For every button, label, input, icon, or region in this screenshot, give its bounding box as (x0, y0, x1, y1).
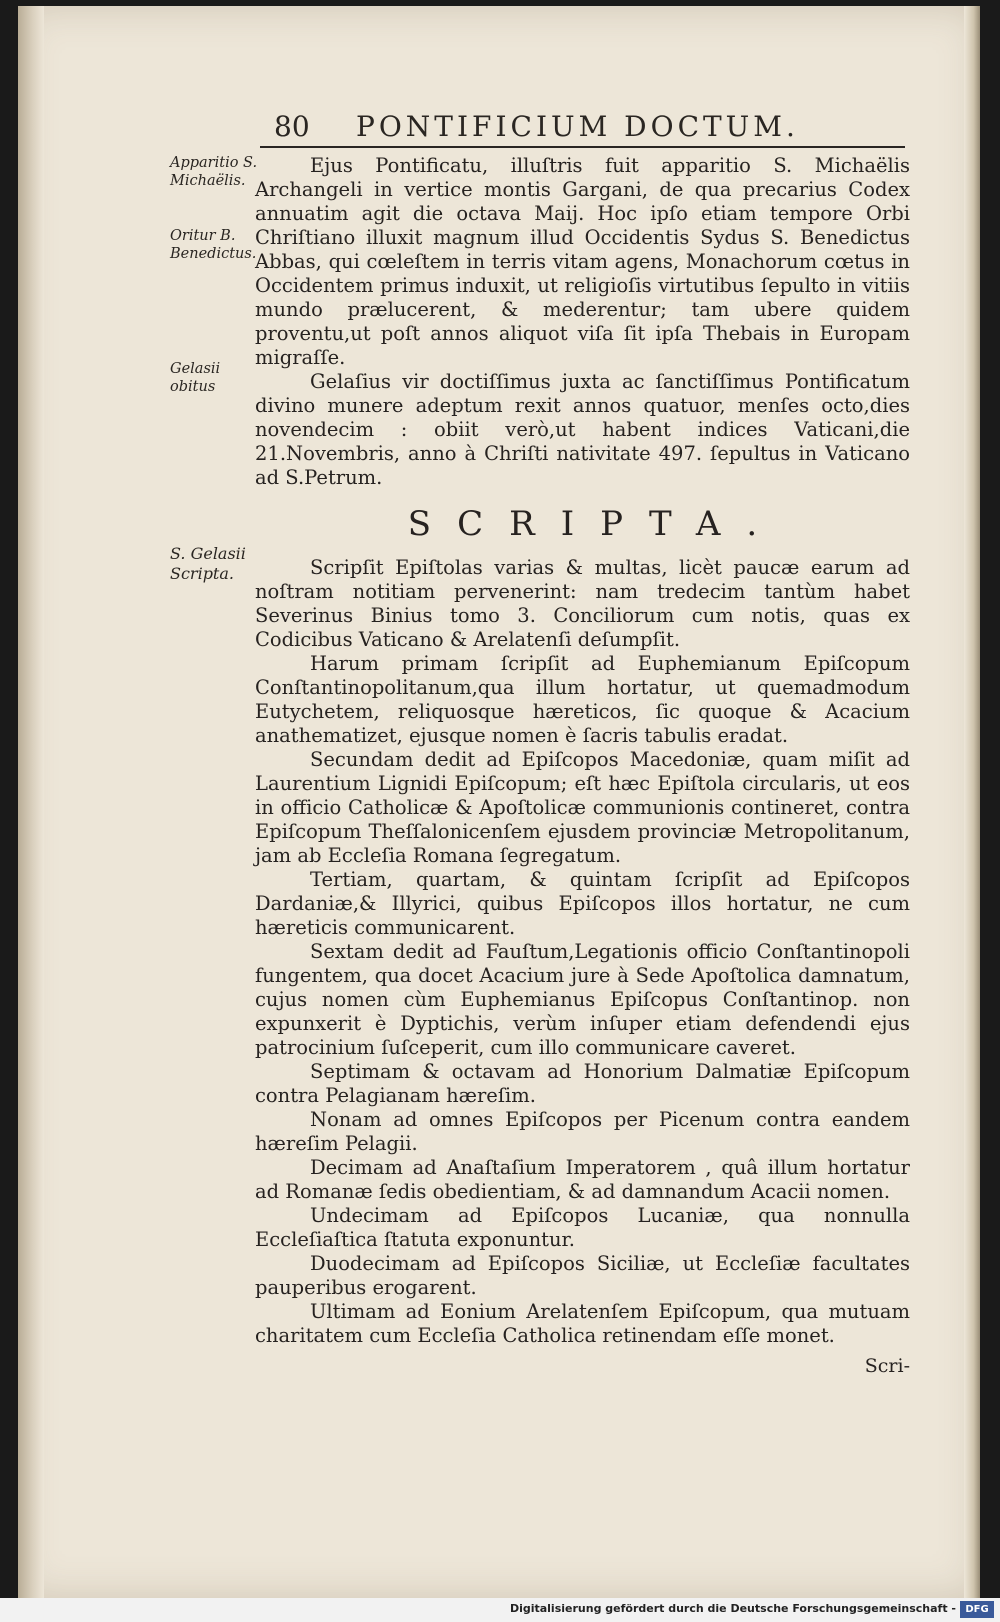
page-number: 80 (274, 110, 310, 143)
marginal-note: S. Gelasii Scripta. (170, 544, 246, 583)
marginal-note: Gelasii obitus (170, 361, 221, 395)
paragraph: Septimam & octavam ad Honorium Dalmatiæ Epiſcopum contra Pelagianam hæreſim. (255, 1060, 910, 1107)
paragraph: Gelaſius vir doctiſſimus juxta ac ſanctiſſimus Pontificatum divino munere adeptum rexit annos quatuor, menſes octo,dies novendecim : obiit verò,ut habent indices Vaticani,die 21.Novembris, anno à Chriſti nativitate 497. ſepultus in Vaticano ad S.Petrum. (255, 370, 910, 489)
paragraph: Ejus Pontificatu, illuſtris fuit apparitio S. Michaëlis Archangeli in vertice montis Gargani, de qua precarius Codex annuatim agit die octava Maij. Hoc ipſo etiam tempore Orbi Chriſtiano illuxit magnum illud Occidentis Sydus S. Benedictus Abbas, qui cœleſtem in terris vitam agens, Monachorum cœtus in Occidentem primus induxit, ut religioſis virtutibus ſepulto in vitiis mundo prælucerent, & mederentur; tam ubere quidem proventu,ut poſt annos aliquot viſa ſit ipſa Thebais in Europam migraſſe. (255, 154, 910, 369)
funding-credit: Digitalisierung gefördert durch die Deutsche Forschungsgemeinschaft - (509, 1602, 956, 1615)
paragraph: Nonam ad omnes Epiſcopos per Picenum contra eandem hæreſim Pelagii. (255, 1108, 910, 1155)
paragraph: Harum primam ſcripſit ad Euphemianum Epiſcopum Conſtantinopolitanum,qua illum hortatur, ut quemadmodum Eutychetem, reliquosque hæreticos, ſic quoque & Acacium anathematizet, ejusque nomen è ſacris tabulis eradat. (255, 652, 910, 747)
marginal-note: Apparitio S. Michaëlis. (170, 155, 258, 189)
paragraph: Scripſit Epiſtolas varias & multas, licèt paucæ earum ad noſtram notitiam pervenerint: nam tredecim tantùm habet Severinus Binius tomo 3. Conciliorum cum notis, quas ex Codicibus Vaticano & Arelatenſi deſumpſit. (255, 556, 910, 651)
section-heading: SCRIPTA. (407, 504, 784, 544)
header-rule (260, 146, 905, 148)
paragraph: Secundam dedit ad Epiſcopos Macedoniæ, quam miſit ad Laurentium Lignidi Epiſcopum; eſt hæc Epiſtola circularis, ut eos in officio Catholicæ & Apoſtolicæ communionis contineret, contra Epiſcopum Theſſalonicenſem ejusdem provinciæ Metropolitanum, jam ab Eccleſia Romana ſegregatum. (255, 748, 910, 867)
marginal-note: Oritur B. Benedictus. (170, 228, 257, 262)
paragraph: Decimam ad Anaſtaſium Imperatorem , quâ illum hortatur ad Romanæ ſedis obedientiam, & ad damnandum Acacii nomen. (255, 1156, 910, 1203)
main-text (255, 154, 910, 1378)
paragraph: Tertiam, quartam, & quintam ſcripſit ad Epiſcopos Dardaniæ,& Illyrici, quibus Epiſcopos illos hortatur, ne cum hæreticis communicarent. (255, 868, 910, 939)
catchword: Scri- (864, 1355, 910, 1377)
dfg-logo: DFG (960, 1601, 994, 1618)
page-header (260, 108, 905, 148)
paragraph: Ultimam ad Eonium Arelatenſem Epiſcopum, qua mutuam charitatem cum Eccleſia Catholica retinendam eſſe monet. (255, 1300, 910, 1347)
paragraph: Duodecimam ad Epiſcopos Siciliæ, ut Eccleſiæ facultates pauperibus erogarent. (255, 1252, 910, 1299)
book-spine-shadow (18, 6, 44, 1598)
paragraph: Sextam dedit ad Fauſtum,Legationis officio Conſtantinopoli fungentem, qua docet Acacium jure à Sede Apoſtolica damnatum, cujus nomen cùm Euphemianus Epiſcopus Conſtantinop. non expunxerit è Dyptichis, verùm inſuper etiam defendendi ejus patrocinium ſuſceperit, cum illo communicare caveret. (255, 940, 910, 1059)
running-head: PONTIFICIUM DOCTUM. (356, 110, 799, 143)
paragraph: Undecimam ad Epiſcopos Lucaniæ, qua nonnulla Eccleſiaſtica ſtatuta exponuntur. (255, 1204, 910, 1251)
page-edge (964, 6, 980, 1598)
digitization-footer (0, 1598, 1000, 1622)
